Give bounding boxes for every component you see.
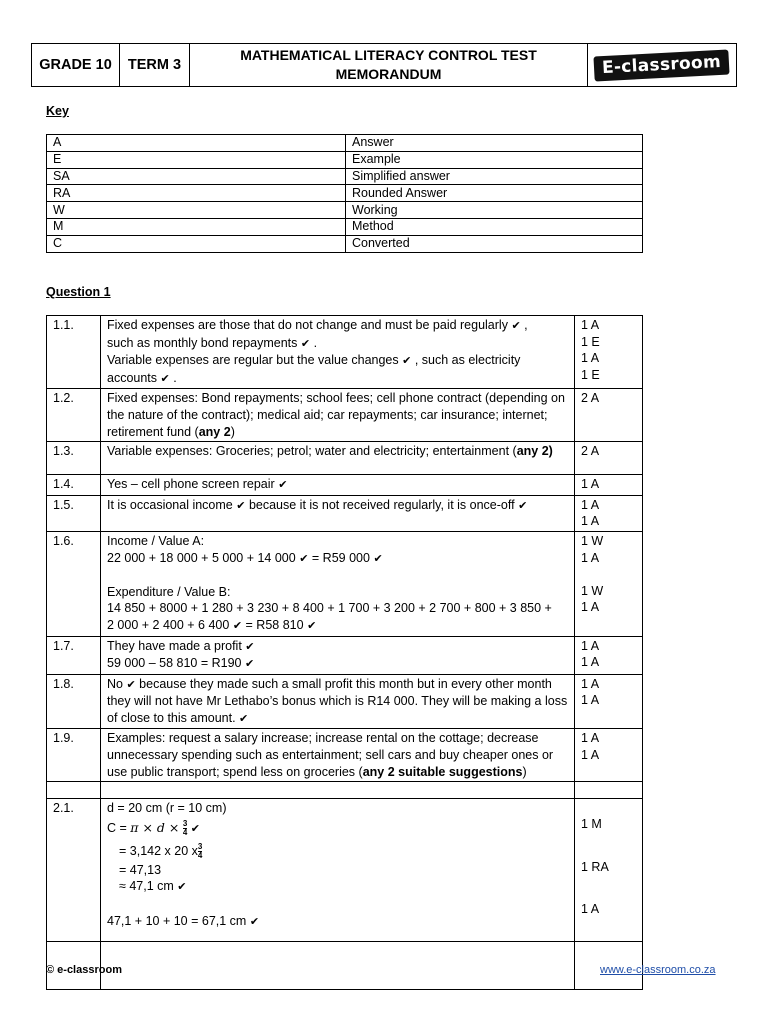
table-row [47, 942, 643, 990]
check-icon: ✔ [177, 881, 187, 894]
table-row [47, 475, 643, 496]
answer-cell: Variable expenses: Groceries; petrol; water and electricity; entertainment (any 2) [101, 442, 575, 475]
marks-cell: 1 A 1 A [575, 636, 643, 674]
question-number: 1.1. [47, 316, 101, 389]
title-line-2: MEMORANDUM [335, 66, 442, 82]
footer-copyright: © e-classroom [46, 964, 122, 976]
check-icon: ✔ [511, 320, 521, 332]
table-row [47, 495, 643, 531]
key-row [47, 202, 643, 219]
check-icon: ✔ [244, 658, 255, 671]
check-icon: ✔ [518, 499, 528, 512]
question-number: 1.8. [47, 674, 101, 729]
table-row [47, 389, 643, 442]
check-icon: ✔ [249, 915, 260, 928]
table-row [47, 799, 643, 942]
table-row [47, 531, 643, 636]
marks-cell: 1 M 1 RA 1 A [575, 799, 643, 942]
answer-cell: Examples: request a salary increase; increase rental on the cottage; decrease unnecessary spending such as entertainment; sell cars and buy cheaper ones or use public transport; spend less on groceries (any 2 suitable suggestions) [101, 729, 575, 782]
answer-cell: Fixed expenses: Bond repayments; school fees; cell phone contract (depending on the nature of the contract); medical aid; car repayments; car insurance; internet; retirement fund (any 2) [101, 389, 575, 442]
key-row [47, 185, 643, 202]
check-icon: ✔ [307, 619, 317, 632]
marks-cell: 1 A 1 A [575, 729, 643, 782]
table-row [47, 782, 643, 799]
term-label: TERM 3 [127, 57, 182, 73]
answer-cell: No ✔ because they made such a small profit this month but in every other month they will not have Mr Lethabo’s bonus which is R14 000. They will be making a loss of close to this amount. ✔ [101, 674, 575, 729]
key-code: RA [47, 185, 346, 202]
question-number: 1.6. [47, 531, 101, 636]
footer-website-link[interactable]: www.e-classroom.co.za [600, 964, 716, 976]
key-meaning: Rounded Answer [346, 185, 643, 202]
check-icon: ✔ [190, 822, 201, 835]
grade-cell [32, 44, 120, 87]
title-line-1: MATHEMATICAL LITERACY CONTROL TEST [240, 47, 537, 63]
marks-cell: 2 A [575, 442, 643, 475]
key-code: SA [47, 168, 346, 185]
key-row [47, 135, 643, 152]
answer-cell: Yes – cell phone screen repair ✔ [101, 475, 575, 496]
answer-cell: It is occasional income ✔ because it is not received regularly, it is once-off ✔ [101, 495, 575, 531]
key-row [47, 168, 643, 185]
marks-cell: 1 A 1 A [575, 495, 643, 531]
key-meaning: Example [346, 151, 643, 168]
check-icon: ✔ [160, 372, 170, 385]
key-heading: Key [46, 104, 69, 118]
page-header [31, 43, 737, 87]
check-icon: ✔ [232, 619, 243, 632]
key-meaning: Answer [346, 135, 643, 152]
key-row [47, 151, 643, 168]
check-icon: ✔ [278, 479, 288, 492]
grade-label: GRADE 10 [39, 57, 112, 73]
answer-cell: d = 20 cm (r = 10 cm) C = π × d × $\frac{3}{4}$ ✔ = 3,142 x 20 x $\frac{3}{4}$ = 47,13 ≈ 47,1 cm ✔ 47,1 + 10 + 10 = 67,1 cm ✔ [101, 799, 575, 942]
marks-cell: 1 A 1 E 1 A 1 E [575, 316, 643, 389]
key-meaning: Working [346, 202, 643, 219]
check-icon: ✔ [402, 355, 412, 368]
key-table [46, 134, 643, 253]
key-meaning: Method [346, 218, 643, 235]
key-code: A [47, 135, 346, 152]
question-number: 1.4. [47, 475, 101, 496]
question-number: 1.9. [47, 729, 101, 782]
fraction: $\frac{3}{4}$ [197, 842, 203, 861]
question-1-heading: Question 1 [46, 285, 111, 299]
key-meaning: Simplified answer [346, 168, 643, 185]
marks-cell: 1 A 1 A [575, 674, 643, 729]
table-row [47, 316, 643, 389]
check-icon: ✔ [299, 552, 309, 565]
check-icon: ✔ [245, 640, 255, 653]
answer-cell: Income / Value A: 22 000 + 18 000 + 5 000 + 14 000 ✔ = R59 000 ✔ Expenditure / Value B: 14 850 + 8000 + 1 280 + 3 230 + 8 400 + 1 700 + 3 200 + 2 700 + 800 + 3 850 + 2 000 + 2 400 + 6 400 ✔ = R58 810 ✔ [101, 531, 575, 636]
key-row [47, 218, 643, 235]
question-number: 2.1. [47, 799, 101, 942]
check-icon: ✔ [239, 712, 249, 725]
question-number: 1.3. [47, 442, 101, 475]
question-number: 1.5. [47, 495, 101, 531]
fraction: $\frac{3}{4}$ [182, 819, 188, 838]
check-icon: ✔ [300, 337, 311, 350]
title-cell [190, 44, 588, 87]
question-number: 1.2. [47, 389, 101, 442]
table-row [47, 442, 643, 475]
logo-cell [588, 44, 737, 87]
key-code: W [47, 202, 346, 219]
key-code: C [47, 235, 346, 252]
table-row [47, 674, 643, 729]
check-icon: ✔ [126, 678, 136, 691]
key-row [47, 235, 643, 252]
term-cell [120, 44, 190, 87]
question-number: 1.7. [47, 636, 101, 674]
question-table [46, 315, 643, 990]
marks-cell: 1 A [575, 475, 643, 496]
eclassroom-logo: E-classroom [594, 49, 730, 81]
table-row [47, 636, 643, 674]
check-icon: ✔ [236, 499, 246, 512]
answer-cell: They have made a profit ✔ 59 000 – 58 810 = R190 ✔ [101, 636, 575, 674]
marks-cell: 2 A [575, 389, 643, 442]
key-code: E [47, 151, 346, 168]
answer-cell: Fixed expenses are those that do not change and must be paid regularly ✔ , such as monthly bond repayments ✔ . Variable expenses are regular but the value changes ✔ , such as electricity accounts ✔ . [101, 316, 575, 389]
check-icon: ✔ [373, 552, 383, 565]
key-meaning: Converted [346, 235, 643, 252]
marks-cell: 1 W 1 A 1 W 1 A [575, 531, 643, 636]
table-row [47, 729, 643, 782]
key-code: M [47, 218, 346, 235]
